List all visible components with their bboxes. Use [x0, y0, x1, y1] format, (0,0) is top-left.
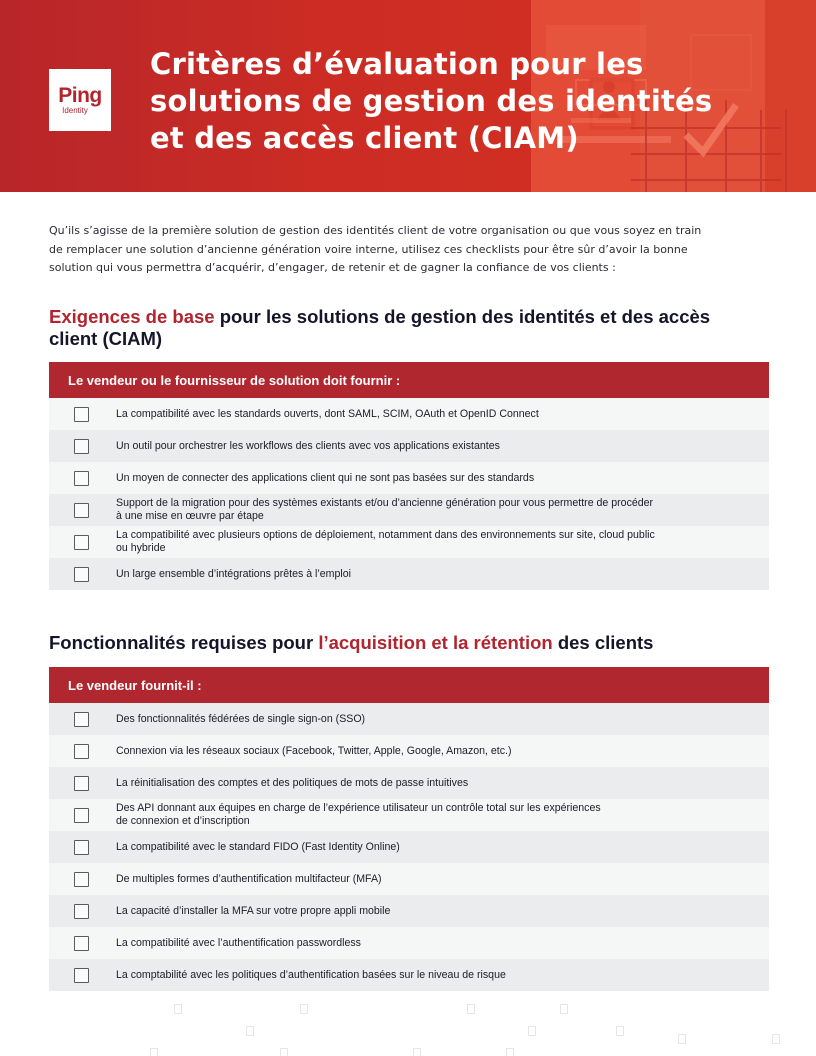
- checklist-item-label: La compatibilité avec le standard FIDO (Fast Identity Online): [116, 840, 400, 853]
- checklist-row: [49, 863, 769, 895]
- intro-line: de remplacer une solution d’ancienne génération voire interne, utilisez ces checklists pour être sûr d’avoir la bonne: [49, 242, 688, 256]
- checkbox[interactable]: [74, 776, 89, 791]
- ghost-box-artifact: [772, 1034, 780, 1044]
- checklist-item-label: Des fonctionnalités fédérées de single sign-on (SSO): [116, 712, 366, 725]
- checklist-item-label: Un outil pour orchestrer les workflows des clients avec vos applications existantes: [116, 439, 500, 452]
- intro-paragraph: [49, 222, 769, 278]
- checkbox[interactable]: [74, 808, 89, 823]
- checklist-item-label: De multiples formes d’authentification multifacteur (MFA): [116, 872, 382, 885]
- heading-text: client (CIAM): [49, 328, 163, 349]
- checklist-row: [49, 767, 769, 799]
- checkbox[interactable]: [74, 712, 89, 727]
- ghost-box-artifact: [528, 1026, 536, 1036]
- intro-line: Qu’ils s’agisse de la première solution de gestion des identités client de votre organisation ou que vous soyez en train: [49, 224, 702, 237]
- ghost-box-artifact: [150, 1048, 158, 1056]
- checklist-acquisition-retention: [49, 667, 769, 991]
- heading-accent: l’acquisition et la rétention: [318, 632, 553, 653]
- checklist-basic-requirements: [49, 362, 769, 590]
- checklist-item-label: Support de la migration pour des systèmes existants et/ou d’ancienne génération pour vous permettre de procéder à une mise en œuvre par étape: [116, 497, 654, 522]
- checklist-row: [49, 895, 769, 927]
- ghost-box-artifact: [246, 1026, 254, 1036]
- checklist-item-label: Un moyen de connecter des applications client qui ne sont pas basées sur des standards: [116, 471, 535, 484]
- checklist-row: [49, 959, 769, 991]
- ghost-box-artifact: [678, 1034, 686, 1044]
- checklist-item-label: La capacité d’installer la MFA sur votre propre appli mobile: [116, 904, 391, 917]
- ghost-box-artifact: [413, 1048, 421, 1056]
- checklist-item-label: La compatibilité avec l’authentification passwordless: [116, 936, 361, 949]
- checkbox[interactable]: [74, 503, 89, 518]
- checklist-row: [49, 558, 769, 590]
- checklist-row: [49, 799, 769, 831]
- checklist-row: [49, 494, 769, 526]
- ghost-box-artifact: [280, 1048, 288, 1056]
- ghost-box-artifact: [616, 1026, 624, 1036]
- section-heading-acquisition-retention: [49, 632, 769, 654]
- checklist-row: [49, 430, 769, 462]
- checklist-row: [49, 398, 769, 430]
- checklist-header: Le vendeur ou le fournisseur de solution doit fournir :: [49, 362, 769, 398]
- checklist-row: [49, 927, 769, 959]
- ghost-box-artifact: [300, 1004, 308, 1014]
- title-line: solutions de gestion des identités: [150, 84, 713, 118]
- checklist-item-label: Un large ensemble d’intégrations prêtes à l’emploi: [116, 567, 351, 580]
- ghost-box-artifact: [506, 1048, 514, 1056]
- logo-wordmark: Ping: [58, 83, 102, 107]
- checklist-row: [49, 703, 769, 735]
- ghost-box-artifact: [174, 1004, 182, 1014]
- ping-identity-logo: [49, 69, 111, 131]
- title-line: et des accès client (CIAM): [150, 121, 579, 155]
- checkbox[interactable]: [74, 904, 89, 919]
- checklist-item-label: La compatibilité avec plusieurs options de déploiement, notamment dans des environnements sur site, cloud public ou hybride: [116, 529, 655, 554]
- checklist-row: [49, 526, 769, 558]
- checklist-item-label: La réinitialisation des comptes et des politiques de mots de passe intuitives: [116, 776, 469, 789]
- ghost-box-artifact: [467, 1004, 475, 1014]
- heading-accent: Exigences de base: [49, 306, 215, 327]
- section-heading-basic-requirements: [49, 306, 769, 350]
- checkbox[interactable]: [74, 535, 89, 550]
- checklist-row: [49, 735, 769, 767]
- checkbox[interactable]: [74, 439, 89, 454]
- checkbox[interactable]: [74, 936, 89, 951]
- checklist-item-label: Des API donnant aux équipes en charge de l’expérience utilisateur un contrôle total sur les expériences de connexion et d’inscription: [116, 802, 601, 827]
- checklist-row: [49, 831, 769, 863]
- checklist-item-label: Connexion via les réseaux sociaux (Facebook, Twitter, Apple, Google, Amazon, etc.): [116, 744, 512, 757]
- checkbox[interactable]: [74, 471, 89, 486]
- title-line: Critères d’évaluation pour les: [150, 47, 644, 81]
- header-banner: [0, 0, 816, 192]
- ghost-box-artifact: [560, 1004, 568, 1014]
- checklist-item-label: La comptabilité avec les politiques d’authentification basées sur le niveau de risque: [116, 968, 506, 981]
- checkbox[interactable]: [74, 567, 89, 582]
- page-title: [150, 46, 750, 157]
- checkbox[interactable]: [74, 840, 89, 855]
- checkbox[interactable]: [74, 872, 89, 887]
- checklist-header: Le vendeur fournit-il :: [49, 667, 769, 703]
- heading-text: pour les solutions de gestion des identités et des accès: [214, 306, 711, 327]
- checklist-row: [49, 462, 769, 494]
- heading-text: des clients: [552, 632, 654, 653]
- checkbox[interactable]: [74, 968, 89, 983]
- intro-line: solution qui vous permettra d’acquérir, d’engager, de retenir et de gagner la confiance de vos clients :: [49, 261, 616, 274]
- logo-subtitle: Identity: [62, 105, 88, 115]
- checkbox[interactable]: [74, 407, 89, 422]
- checklist-item-label: La compatibilité avec les standards ouverts, dont SAML, SCIM, OAuth et OpenID Connect: [116, 407, 539, 420]
- heading-text: Fonctionnalités requises pour: [49, 632, 319, 653]
- checkbox[interactable]: [74, 744, 89, 759]
